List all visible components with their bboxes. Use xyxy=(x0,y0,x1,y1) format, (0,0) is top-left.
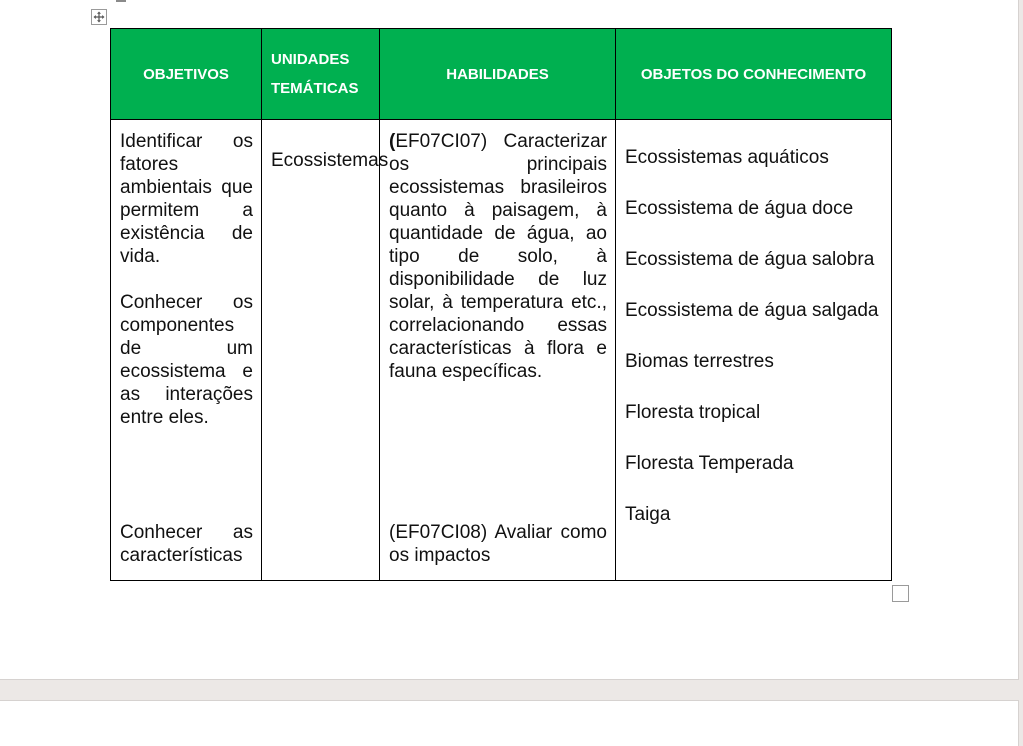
cell-habilidades[interactable] xyxy=(380,120,616,581)
table-row xyxy=(111,120,892,581)
habilidade-paragraph xyxy=(389,130,607,383)
table-resize-handle[interactable] xyxy=(892,585,909,602)
header-row xyxy=(111,29,892,120)
list-item: Ecossistema de água salgada xyxy=(625,300,879,321)
curriculum-table xyxy=(110,28,892,581)
header-unidades-tematicas: UNIDADES TEMÁTICAS xyxy=(262,29,380,120)
objetivo-paragraph: Conhecer as características xyxy=(120,522,253,566)
list-item: Ecossistemas aquáticos xyxy=(625,147,829,168)
unidade-text: Ecossistemas xyxy=(271,150,389,171)
cell-objetivos[interactable] xyxy=(111,120,262,581)
objetivo-paragraph: Identificar os fatores ambientais que permitem a existência de vida. xyxy=(120,131,253,267)
cell-unidade-tematica[interactable] xyxy=(262,120,389,581)
habilidade-text: EF07CI07) Caracterizar os principais ecossistemas brasileiros quanto à paisagem, à quantidade de água, ao tipo de solo, à disponibilidade de luz solar, à temperatura etc., correlacionando essas características à flora e fauna específicas. xyxy=(389,131,607,382)
habilidade-paragraph: (EF07CI08) Avaliar como os impactos xyxy=(389,522,607,566)
list-item: Floresta tropical xyxy=(625,402,761,423)
next-document-page xyxy=(0,700,1019,746)
move-arrows-icon xyxy=(93,11,105,23)
list-item: Biomas terrestres xyxy=(625,351,774,372)
header-objetos-do-conhecimento: OBJETOS DO CONHECIMENTO xyxy=(616,29,892,120)
objetos-list xyxy=(625,140,883,532)
header-habilidades: HABILIDADES xyxy=(380,29,616,120)
list-item: Ecossistema de água doce xyxy=(625,198,854,219)
list-item: Taiga xyxy=(625,504,671,525)
table-move-handle[interactable] xyxy=(91,9,107,25)
habilidade-paren: ( xyxy=(389,131,396,152)
header-objetivos: OBJETIVOS xyxy=(111,29,262,120)
page-top-mark xyxy=(116,0,126,2)
list-item: Ecossistema de água salobra xyxy=(625,249,875,270)
cell-objetos-do-conhecimento[interactable] xyxy=(616,120,892,581)
list-item: Floresta Temperada xyxy=(625,453,794,474)
objetivo-paragraph: Conhecer os componentes de um ecossistema e as interações entre eles. xyxy=(120,292,253,428)
